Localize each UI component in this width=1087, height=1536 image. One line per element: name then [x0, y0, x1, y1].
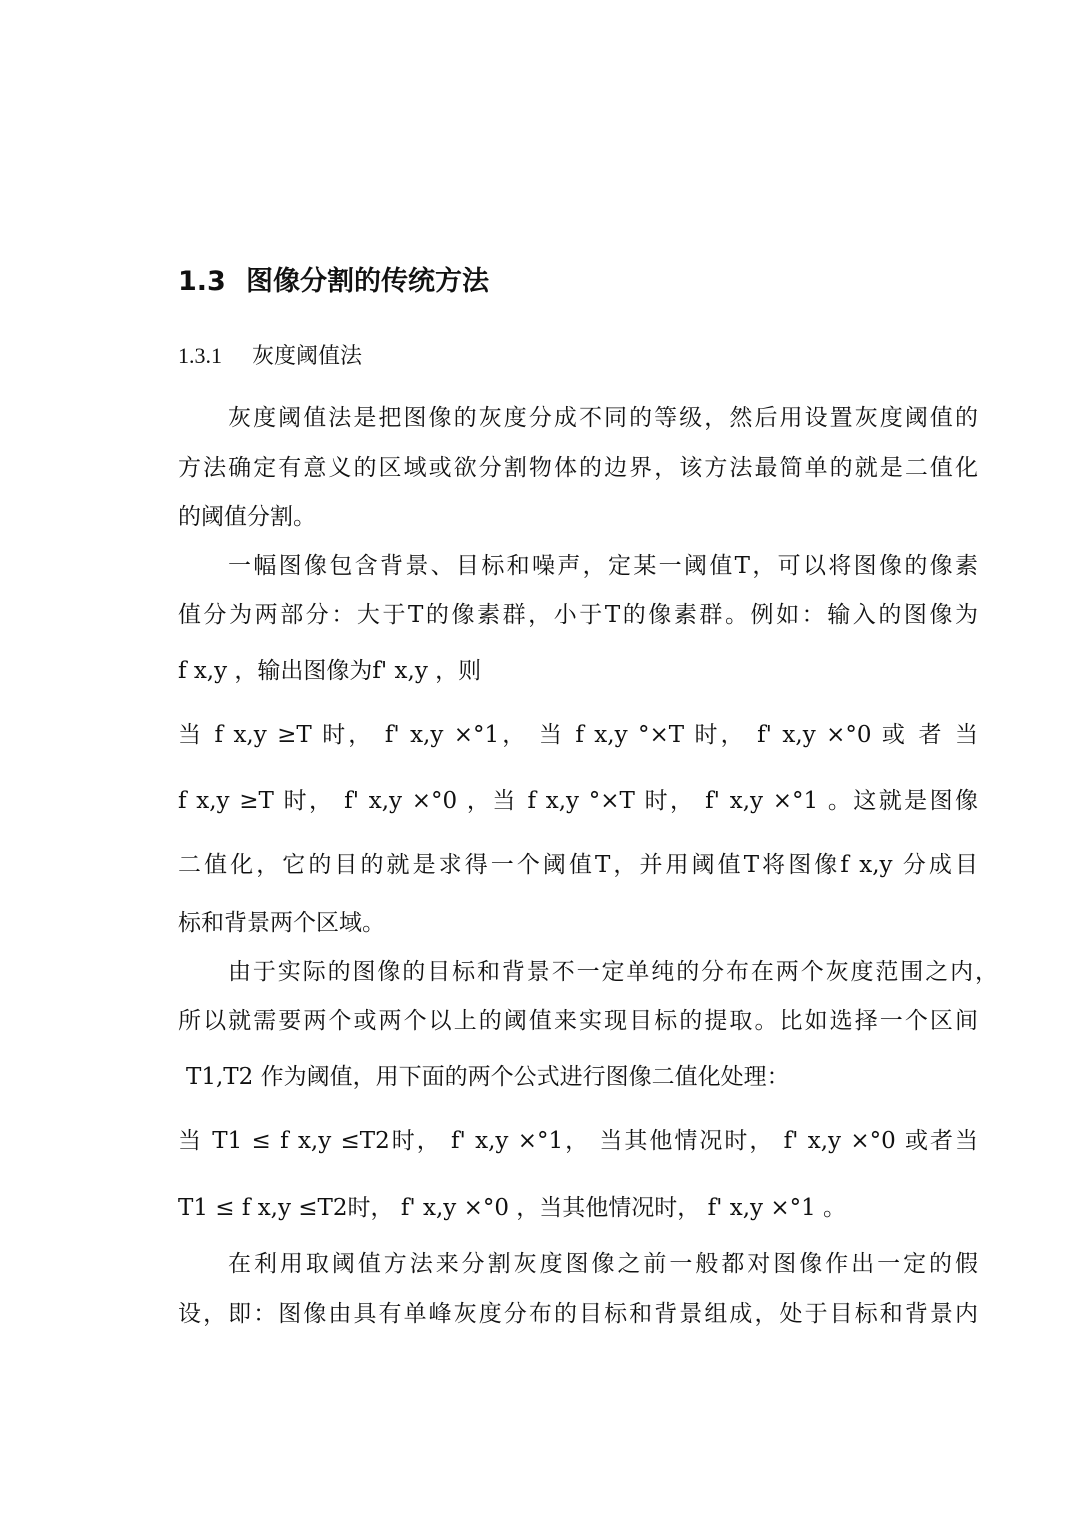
section-title: 图像分割的传统方法: [246, 266, 489, 297]
text-line-1: 灰度阈值法是把图像的灰度分成不同的等级，然后用设置灰度阈值的: [228, 405, 978, 431]
text-line-17: 设，即：图像由具有单峰灰度分布的目标和背景组成，处于目标和背景内: [178, 1301, 978, 1327]
section-heading: [178, 262, 489, 302]
subsection-number: 1.3.1: [178, 343, 222, 368]
subsection-title: 灰度阈值法: [252, 344, 363, 369]
text-line-4: 一幅图像包含背景、目标和噪声，定某一阈值T，可以将图像的像素: [228, 553, 978, 579]
text-line-5: 值分为两部分：大于T的像素群，小于T的像素群。例如：输入的图像为: [178, 602, 978, 628]
text-line-11: 由于实际的图像的目标和背景不一定单纯的分布在两个灰度范围之内，: [228, 959, 998, 985]
text-line-16: 在利用取阈值方法来分割灰度图像之前一般都对图像作出一定的假: [228, 1251, 978, 1277]
text-line-9: 二值化，它的目的就是求得一个阈值T，并用阈值T将图像f x,y 分成目: [178, 852, 978, 878]
text-line-15: T1 ≤ f x,y ≤T2时， f' x,y ×°0 ，当其他情况时， f' x,y ×°1 。: [178, 1195, 847, 1221]
text-line-12: 所以就需要两个或两个以上的阈值来实现目标的提取。比如选择一个区间: [178, 1008, 978, 1034]
text-line-6: f x,y ，输出图像为f' x,y ，则: [178, 658, 482, 684]
text-line-2: 方法确定有意义的区域或欲分割物体的边界，该方法最简单的就是二值化: [178, 455, 978, 481]
text-line-14: 当 T1 ≤ f x,y ≤T2时， f' x,y ×°1， 当其他情况时， f' x,y ×°0 或者当: [178, 1128, 978, 1154]
text-line-8: f x,y ≥T 时， f' x,y ×°0 ，当 f x,y °×T 时， f' x,y ×°1 。这就是图像: [178, 788, 978, 814]
text-line-7: 当 f x,y ≥T 时， f' x,y ×°1， 当 f x,y °×T 时， f' x,y ×°0 或 者 当: [178, 722, 978, 748]
text-line-3: 的阈值分割。: [178, 504, 316, 530]
text-line-10: 标和背景两个区域。: [178, 910, 385, 936]
text-line-13: T1,T2 作为阈值，用下面的两个公式进行图像二值化处理：: [186, 1064, 790, 1090]
section-number: 1.3: [178, 266, 226, 297]
subsection-heading: [178, 338, 362, 375]
